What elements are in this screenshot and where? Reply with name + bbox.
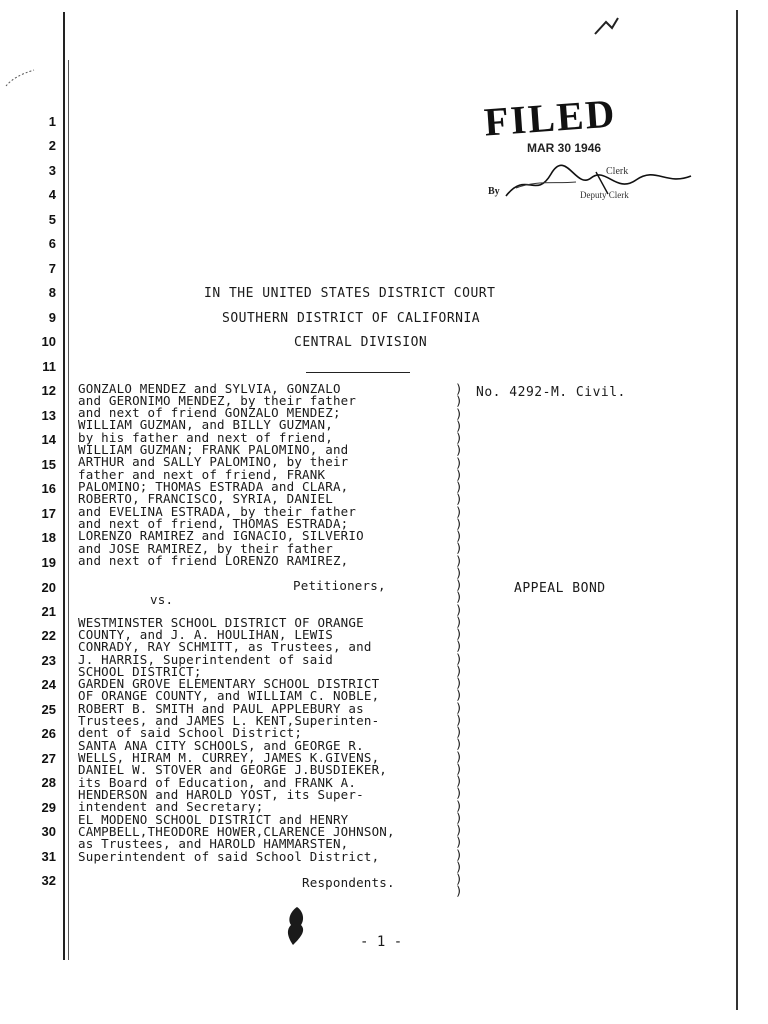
line-number: 30 bbox=[41, 824, 56, 839]
line-number: 19 bbox=[41, 555, 56, 570]
caption-line: CONRADY, RAY SCHMITT, as Trustees, and bbox=[78, 639, 372, 654]
caption-line: OF ORANGE COUNTY, and WILLIAM C. NOBLE, bbox=[78, 688, 380, 703]
line-number: 24 bbox=[41, 677, 56, 692]
caption-line: WILLIAM GUZMAN, and BILLY GUZMAN, bbox=[78, 417, 333, 432]
case-number: No. 4292-M. Civil. bbox=[476, 385, 626, 400]
line-number: 22 bbox=[41, 628, 56, 643]
caption-line: dent of said School District; bbox=[78, 725, 303, 740]
line-number: 9 bbox=[48, 310, 56, 325]
district-heading: SOUTHERN DISTRICT OF CALIFORNIA bbox=[222, 311, 481, 326]
page-number: - 1 - bbox=[360, 934, 403, 950]
line-number: 8 bbox=[48, 285, 56, 300]
line-number: 4 bbox=[48, 187, 56, 202]
line-number: 31 bbox=[41, 849, 56, 864]
caption-line: ROBERTO, FRANCISCO, SYRIA, DANIEL bbox=[78, 491, 333, 506]
line-number: 18 bbox=[41, 530, 56, 545]
line-number: 3 bbox=[48, 163, 56, 178]
heading-divider bbox=[306, 372, 410, 373]
caption-line: by his father and next of friend, bbox=[78, 430, 333, 445]
caption-line: DANIEL W. STOVER and GEORGE J.BUSDIEKER, bbox=[78, 762, 388, 777]
caption-line: and GERONIMO MENDEZ, by their father bbox=[78, 393, 357, 408]
line-number: 17 bbox=[41, 506, 56, 521]
line-number: 12 bbox=[41, 383, 56, 398]
court-heading: IN THE UNITED STATES DISTRICT COURT bbox=[204, 286, 496, 301]
caption-line: ARTHUR and SALLY PALOMINO, by their bbox=[78, 454, 349, 469]
line-number: 32 bbox=[41, 873, 56, 888]
caption-line: SANTA ANA CITY SCHOOLS, and GEORGE R. bbox=[78, 738, 364, 753]
caption-line: CAMPBELL,THEODORE HOWER,CLARENCE JOHNSON, bbox=[78, 824, 395, 839]
line-number: 6 bbox=[48, 236, 56, 251]
ink-speck bbox=[4, 66, 38, 90]
line-number: 1 bbox=[48, 114, 56, 129]
caption-line: and next of friend GONZALO MENDEZ; bbox=[78, 405, 341, 420]
caption-line: SCHOOL DISTRICT; bbox=[78, 664, 202, 679]
left-margin-rule bbox=[63, 12, 65, 960]
document-title: APPEAL BOND bbox=[514, 581, 606, 596]
caption-line: its Board of Education, and FRANK A. bbox=[78, 775, 357, 790]
line-number: 10 bbox=[41, 334, 56, 349]
right-margin-rule bbox=[736, 10, 738, 1010]
caption-line: COUNTY, and J. A. HOULIHAN, LEWIS bbox=[78, 627, 333, 642]
by-label: By bbox=[488, 186, 500, 197]
line-number: 13 bbox=[41, 408, 56, 423]
division-heading: CENTRAL DIVISION bbox=[294, 335, 428, 350]
left-margin-rule-inner bbox=[68, 60, 69, 960]
caption-line: WELLS, HIRAM M. CURREY, JAMES K.GIVENS, bbox=[78, 750, 380, 765]
caption-line: and next of friend, THOMAS ESTRADA; bbox=[78, 516, 349, 531]
line-number: 25 bbox=[41, 702, 56, 717]
caption-line: WILLIAM GUZMAN; FRANK PALOMINO, and bbox=[78, 442, 349, 457]
line-number: 11 bbox=[42, 359, 56, 374]
caption-line: GARDEN GROVE ELEMENTARY SCHOOL DISTRICT bbox=[78, 676, 380, 691]
line-number: 2 bbox=[48, 138, 56, 153]
line-number: 29 bbox=[41, 800, 56, 815]
line-number: 7 bbox=[48, 261, 56, 276]
caption-line: LORENZO RAMIREZ and IGNACIO, SILVERIO bbox=[78, 528, 364, 543]
line-number: 23 bbox=[41, 653, 56, 668]
caption-line: EL MODENO SCHOOL DISTRICT and HENRY bbox=[78, 812, 349, 827]
respondents-label: Respondents. bbox=[302, 875, 395, 890]
filed-stamp: FILED bbox=[482, 90, 618, 145]
filed-date: MAR 30 1946 bbox=[527, 141, 602, 155]
line-number: 26 bbox=[41, 726, 56, 741]
line-number: 15 bbox=[41, 457, 56, 472]
line-number: 28 bbox=[41, 775, 56, 790]
line-number: 21 bbox=[41, 604, 56, 619]
caption-line: and EVELINA ESTRADA, by their father bbox=[78, 504, 357, 519]
caption-line: GONZALO MENDEZ and SYLVIA, GONZALO bbox=[78, 381, 341, 396]
caption-line: intendent and Secretary; bbox=[78, 799, 264, 814]
line-number: 5 bbox=[48, 212, 56, 227]
caption-line: Superintendent of said School District, bbox=[78, 849, 380, 864]
ink-mark bbox=[592, 14, 622, 40]
caption-line: HENDERSON and HAROLD YOST, its Super- bbox=[78, 787, 364, 802]
caption-line: as Trustees, and HAROLD HAMMARSTEN, bbox=[78, 836, 349, 851]
caption-line: PALOMINO; THOMAS ESTRADA and CLARA, bbox=[78, 479, 349, 494]
deputy-clerk-label: Deputy Clerk bbox=[580, 190, 629, 200]
caption-line: Trustees, and JAMES L. KENT,Superinten- bbox=[78, 713, 380, 728]
line-number: 14 bbox=[41, 432, 56, 447]
caption-line: J. HARRIS, Superintendent of said bbox=[78, 652, 333, 667]
line-number: 27 bbox=[41, 751, 56, 766]
petitioners-label: Petitioners, bbox=[293, 578, 386, 593]
caption-line: father and next of friend, FRANK bbox=[78, 467, 326, 482]
versus-label: vs. bbox=[150, 592, 174, 607]
caption-line: ROBERT B. SMITH and PAUL APPLEBURY as bbox=[78, 701, 364, 716]
caption-bracket: ) ) ) ) ) ) ) ) ) ) ) ) ) ) ) ) ) ) ) ) ) ) ) ) ) ) ) ) ) ) ) ) ) ) ) ) ) ) ) ) ) ) bbox=[455, 381, 463, 899]
caption-line: and JOSE RAMIREZ, by their father bbox=[78, 541, 333, 556]
caption-line: WESTMINSTER SCHOOL DISTRICT OF ORANGE bbox=[78, 615, 364, 630]
line-number: 16 bbox=[41, 481, 56, 496]
ink-smudge bbox=[283, 905, 309, 947]
clerk-signature bbox=[496, 160, 696, 204]
caption-line: and next of friend LORENZO RAMIREZ, bbox=[78, 553, 349, 568]
line-number: 20 bbox=[41, 580, 56, 595]
clerk-label: Clerk bbox=[606, 166, 629, 177]
